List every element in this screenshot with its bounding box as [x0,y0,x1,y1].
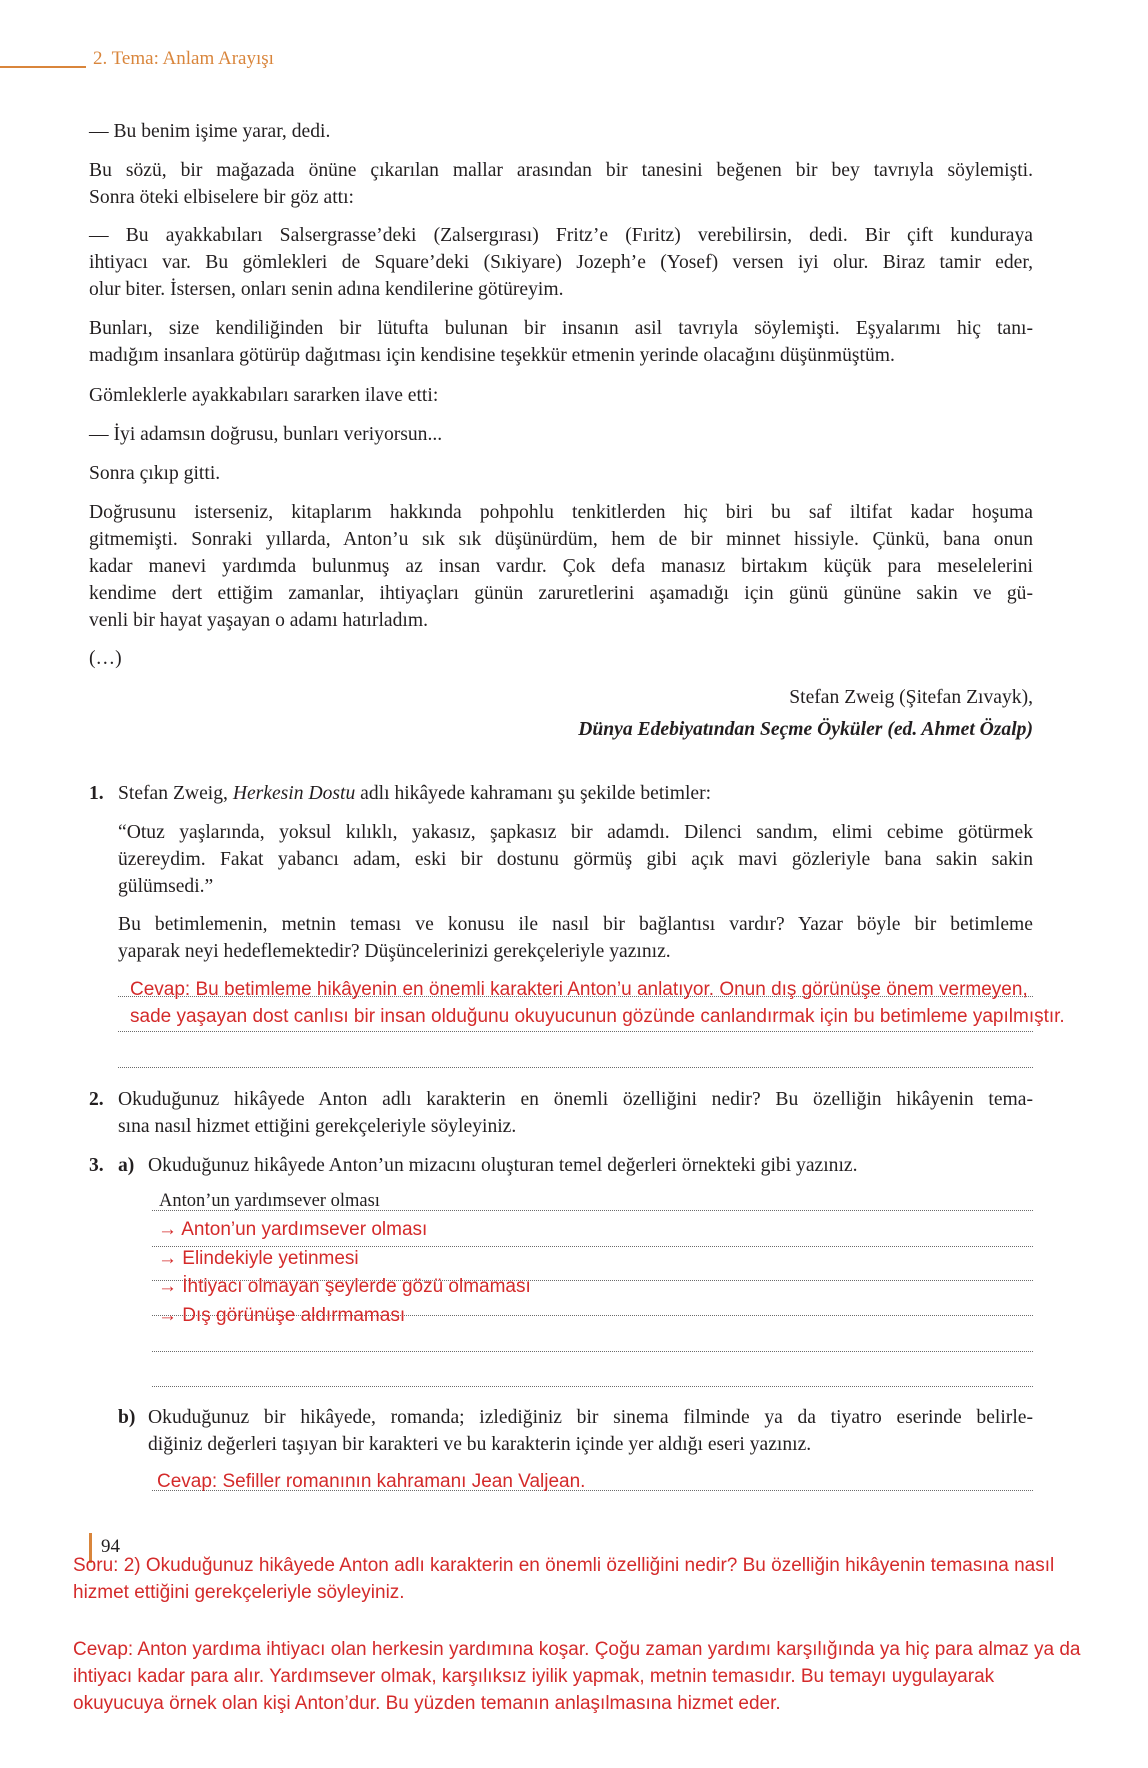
text-line: yaparak neyi hedeflemektedir? Düşüncelerinizi gerekçeleriyle yazınız. [118,941,671,962]
question-3b-text [148,1404,1033,1458]
answer-line [118,1067,1033,1068]
text-line: Bunları, size kendiliğinden bir lütufta bulunan bir insanın asil tavrıyla söylemişti. Eşyalarımı hiç tanı- [89,318,1033,339]
handwritten-line: → Anton’un yardımsever olması [158,1219,428,1240]
question-2-number: 2. [89,1089,104,1110]
question-1-quote [118,819,1033,900]
handwritten-line: ihtiyacı kadar para alır. Yardımsever olmak, karşılıksız iyilik yapmak, metnin temasıdır. Bu temayı uygulayarak [73,1666,995,1687]
story-paragraph-3 [89,222,1033,303]
answer-line [152,1386,1033,1387]
text-line: sına nasıl hizmet ettiğini gerekçeleriyle söyleyiniz. [118,1116,517,1137]
handwritten-line: okuyucuya örnek olan kişi Anton’dur. Bu yüzden temanın anlaşılmasına hizmet eder. [73,1693,781,1714]
handwritten-line: → Dış görünüşe aldırmaması [158,1304,406,1326]
text-line: üzereydim. Fakat yabancı adam, eski bir dostunu görmüş gibi açık mavi gözleriyle bana sakin sakin [118,849,1033,870]
story-paragraph-6: — İyi adamsın doğrusu, bunları veriyorsun... [89,424,443,445]
handwritten-line: → Elindekiyle yetinmesi [158,1247,359,1269]
text-line: Okuduğunuz bir hikâyede, romanda; izlediğiniz bir sinema filminde ya da tiyatro eserinde belirle- [148,1407,1033,1428]
example-answer: Anton’un yardımsever olması [159,1191,380,1211]
text-line: kendime dert ettiğim zamanlar, ihtiyaçları günün zaruretlerini aşamadığı için günü gününe sakin ve gü- [89,583,1033,604]
author: Stefan Zweig (Şitefan Zıvayk), [789,687,1033,708]
story-paragraph-2 [89,157,1033,211]
text-line: olur biter. İstersen, onları senin adına kendilerine götüreyim. [89,279,564,300]
note-question [73,1552,1054,1606]
text-line: gitmemişti. Sonraki yıllarda, Anton’u sık sık düşünürdüm, hem de bir minnet hissiyle. Çünkü, bana onun [89,529,1033,550]
question-1-number: 1. [89,783,104,804]
answer-line [152,1210,1033,1211]
text-line: ihtiyacı var. Bu gömlekleri de Square’deki (Sıkiyare) Jozeph’e (Yosef) versen iyi olur. Biraz tamir eder, [89,252,1033,273]
note-answer [73,1636,1081,1717]
story-paragraph-8 [89,499,1033,634]
source: Dünya Edebiyatından Seçme Öyküler (ed. Ahmet Özalp) [578,719,1033,740]
text-line: Sonra öteki elbiselere bir göz attı: [89,187,354,208]
text-line: “Otuz yaşlarında, yoksul kılıklı, yakasız, şapkasız bir adamdı. Dilenci sandım, elimi cebime götürmek [118,822,1033,843]
page-number: 94 [101,1536,120,1557]
question-1-answer [130,976,1065,1030]
handwritten-line: sade yaşayan dost canlısı bir insan olduğunu okuyucunun gözünde canlandırmak için bu betimleme yapılmıştır. [130,1006,1065,1027]
text-run: adlı hikâyede kahramanı şu şekilde betimler: [355,783,712,804]
text-run: Stefan Zweig, [118,783,233,804]
question-3a-text: Okuduğunuz hikâyede Anton’un mizacını oluşturan temel değerleri örnekteki gibi yazınız. [148,1155,858,1176]
text-line: venli bir hayat yaşayan o adamı hatırladım. [89,610,428,631]
question-3b-answer: Cevap: Sefiller romanının kahramanı Jean Valjean. [157,1471,586,1492]
handwritten-line: → İhtiyacı olmayan şeylerde gözü olmaması [158,1276,531,1297]
header-rule [0,66,86,68]
question-1-prompt [118,911,1033,965]
text-line: madığım insanlara götürüp dağıtması için kendisine teşekkür etmenin yerinde olacağını düşünmüştüm. [89,345,895,366]
story-paragraph-7: Sonra çıkıp gitti. [89,463,221,484]
answer-line [152,1351,1033,1352]
story-paragraph-1: — Bu benim işime yarar, dedi. [89,121,331,142]
question-3a-answers [158,1216,531,1330]
answer-line [118,1031,1033,1032]
text-line: kadar manevi yardımda bulunmuş az insan vardır. Çok defa manasız birtakım küçük para meselelerini [89,556,1033,577]
text-line: Okuduğunuz hikâyede Anton adlı karakterin en önemli özelliğini nedir? Bu özelliğin hikâyenin tema- [118,1089,1033,1110]
text-line: — Bu ayakkabıları Salsergrasse’deki (Zalsergırası) Fritz’e (Fıritz) verebilirsin, dedi. Bir çift kunduraya [89,225,1033,246]
ellipsis: (…) [89,648,122,669]
handwritten-line: Soru: 2) Okuduğunuz hikâyede Anton adlı karakterin en önemli özelliğini nedir? Bu özelliğin hikâyenin temasına nasıl [73,1555,1055,1576]
handwritten-line: Cevap: Anton yardıma ihtiyacı olan herkesin yardımına koşar. Çoğu zaman yardımı karşılığında ya hiç para almaz ya da [73,1639,1081,1660]
text-line: gülümsedi.” [118,876,214,897]
question-3b-label: b) [118,1407,136,1428]
handwritten-line: hizmet ettiğini gerekçeleriyle söyleyiniz. [73,1582,405,1603]
story-paragraph-4 [89,315,1033,369]
story-paragraph-5: Gömleklerle ayakkabıları sararken ilave etti: [89,385,439,406]
question-2-text [118,1086,1033,1140]
story-title: Herkesin Dostu [232,783,356,804]
text-line: Bu betimlemenin, metnin teması ve konusu ile nasıl bir bağlantısı vardır? Yazar böyle bir betimleme [118,914,1033,935]
text-line: Doğrusunu isterseniz, kitaplarım hakkında pohpohlu tenkitlerden hiç biri bu saf iltifat kadar hoşuma [89,502,1033,523]
text-line: Bu sözü, bir mağazada önüne çıkarılan mallar arasından bir tanesini beğenen bir bey tavrıyla söylemişti. [89,160,1033,181]
handwritten-line: Cevap: Bu betimleme hikâyenin en önemli karakteri Anton’u anlatıyor. Onun dış görünüşe önem vermeyen, [130,979,1028,1000]
question-3a-label: a) [118,1155,135,1176]
chapter-title: 2. Tema: Anlam Arayışı [93,48,274,69]
text-line: diğiniz değerleri taşıyan bir karakteri ve bu karakterin içinde yer aldığı eseri yazınız. [148,1434,812,1455]
question-3-number: 3. [89,1155,104,1176]
question-1-text [118,780,1033,807]
